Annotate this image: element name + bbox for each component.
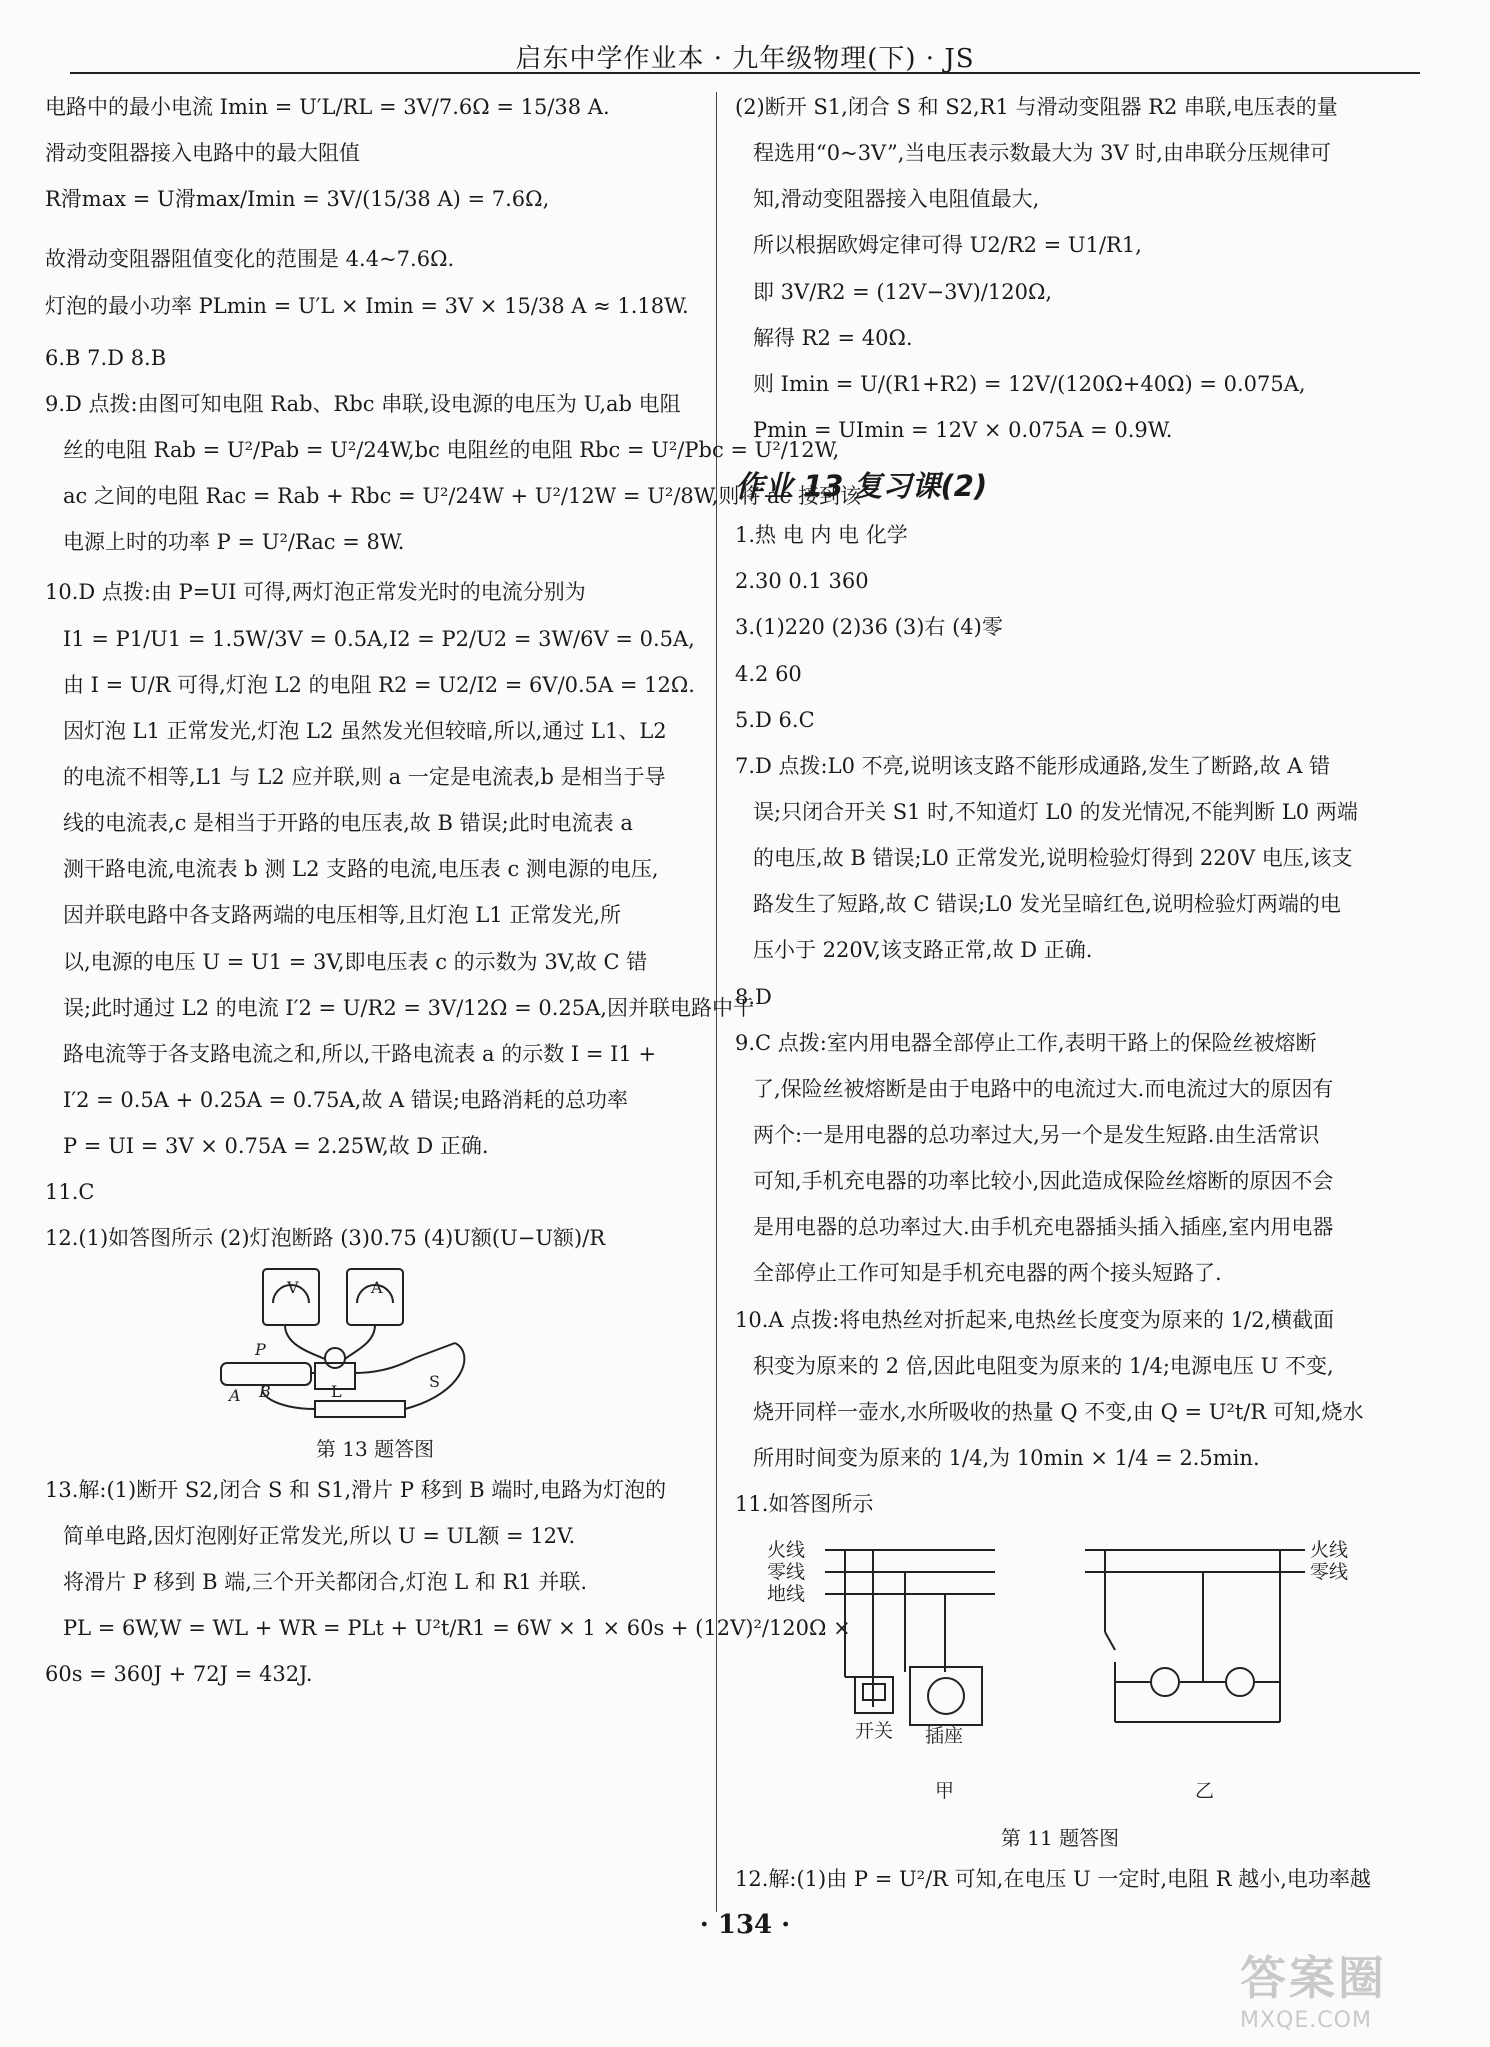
right-column	[735, 95, 1385, 1913]
text-line: 了,保险丝被熔断是由于电路中的电流过大.而电流过大的原因有	[753, 1076, 1334, 1101]
page-header	[70, 38, 1420, 74]
text-line: 因灯泡 L1 正常发光,灯泡 L2 虽然发光但较暗,所以,通过 L1、L2	[63, 718, 667, 743]
answer-line: 12.(1)如答图所示 (2)灯泡断路 (3)0.75 (4)U额(U−U额)/R	[45, 1226, 606, 1251]
answer-line: 5.D 6.C	[735, 707, 815, 732]
wiring-diagram	[755, 1522, 1375, 1812]
answer-line: 9.C 点拨:室内用电器全部停止工作,表明干路上的保险丝被熔断	[735, 1030, 1317, 1055]
text-line: 所用时间变为原来的 1/4,为 10min × 1/4 = 2.5min.	[753, 1445, 1260, 1470]
wiring-figure	[755, 1522, 1385, 1816]
label-ground: 地线	[767, 1583, 806, 1606]
figure-caption: 第 13 题答图	[315, 1436, 435, 1461]
label-l: L	[331, 1381, 342, 1401]
text-line: 因并联电路中各支路两端的电压相等,且灯泡 L1 正常发光,所	[63, 903, 622, 928]
text-line: 烧开同样一壶水,水所吸收的热量 Q 不变,由 Q = U²t/R 可知,烧水	[753, 1399, 1364, 1424]
lamp-icon	[1151, 1668, 1179, 1696]
answer-line: 2.30 0.1 360	[735, 569, 869, 594]
text-line: 由 I = U/R 可得,灯泡 L2 的电阻 R2 = U2/I2 = 6V/0.5A = 12Ω.	[63, 672, 695, 697]
text-line: PL = 6W,W = WL + WR = PLt + U²t/R1 = 6W × 1 × 60s + (12V)²/120Ω ×	[63, 1615, 851, 1640]
label-neutral: 零线	[767, 1561, 806, 1584]
label-live-r: 火线	[1310, 1539, 1349, 1562]
label-live: 火线	[767, 1539, 806, 1562]
text-line: 丝的电阻 Rab = U²/Pab = U²/24W,bc 电阻丝的电阻 Rbc = U²/Pbc = U²/12W,	[63, 437, 840, 462]
answer-line: 12.解:(1)由 P = U²/R 可知,在电压 U 一定时,电阻 R 越小,电功率越	[735, 1867, 1371, 1892]
text-line: Pmin = UImin = 12V × 0.075A = 0.9W.	[753, 417, 1173, 442]
text-line: 路发生了短路,故 C 错误;L0 发光呈暗红色,说明检验灯两端的电	[753, 892, 1341, 917]
section-title: 作业 13 复习课(2)	[735, 469, 988, 504]
text-line: 误;只闭合开关 S1 时,不知道灯 L0 的发光情况,不能判断 L0 两端	[753, 799, 1358, 824]
text-line: 则 Imin = U/(R1+R2) = 12V/(120Ω+40Ω) = 0.075A,	[753, 371, 1306, 396]
bulb-icon	[325, 1348, 345, 1368]
text-line: 的电流不相等,L1 与 L2 应并联,则 a 一定是电流表,b 是相当于导	[63, 764, 666, 789]
answer-line: 4.2 60	[735, 661, 802, 686]
switch-icon	[1105, 1632, 1115, 1650]
label-b: B	[259, 1381, 271, 1401]
watermark	[1240, 1942, 1470, 2037]
watermark-url: MXQE.COM	[1240, 2008, 1372, 2033]
circuit-diagram	[215, 1263, 515, 1423]
answer-line: 10.D 点拨:由 P=UI 可得,两灯泡正常发光时的电流分别为	[45, 580, 586, 605]
answer-line: 11.如答图所示	[735, 1492, 874, 1517]
text-line: 全部停止工作可知是手机充电器的两个接头短路了.	[753, 1261, 1222, 1286]
switch-icon	[415, 1343, 455, 1358]
text-line: I′2 = 0.5A + 0.25A = 0.75A,故 A 错误;电路消耗的总功率	[63, 1087, 628, 1112]
text-line: P = UI = 3V × 0.75A = 2.25W,故 D 正确.	[63, 1134, 489, 1159]
answer-line: 8.D	[735, 984, 772, 1009]
text-line: 路电流等于各支路电流之和,所以,干路电流表 a 的示数 I = I1 +	[63, 1041, 657, 1066]
text-line: 的电压,故 B 错误;L0 正常发光,说明检验灯得到 220V 电压,该支	[753, 846, 1353, 871]
text-line: 是用电器的总功率过大.由手机充电器插头插入插座,室内用电器	[753, 1215, 1334, 1240]
text-line: 电源上时的功率 P = U²/Rac = 8W.	[63, 530, 405, 555]
meter-a-label: A	[371, 1277, 383, 1297]
text-line: 两个:一是用电器的总功率过大,另一个是发生短路.由生活常识	[753, 1122, 1320, 1147]
text-line: 解得 R2 = 40Ω.	[753, 325, 913, 350]
text-line: 简单电路,因灯泡刚好正常发光,所以 U = UL额 = 12V.	[63, 1523, 576, 1548]
text-line: 灯泡的最小功率 PLmin = U′L × Imin = 3V × 15/38 A ≈ 1.18W.	[45, 293, 689, 318]
meter-v-label: V	[287, 1277, 299, 1297]
label-switch: 开关	[855, 1720, 894, 1743]
text-line: 程选用“0~3V”,当电压表示数最大为 3V 时,由串联分压规律可	[753, 141, 1331, 166]
text-line: 即 3V/R2 = (12V−3V)/120Ω,	[753, 279, 1053, 304]
text-line: 测干路电流,电流表 b 测 L2 支路的电流,电压表 c 测电源的电压,	[63, 857, 659, 882]
text-line: 可知,手机充电器的功率比较小,因此造成保险丝熔断的原因不会	[753, 1169, 1334, 1194]
page-number: · 134 ·	[699, 1910, 791, 1940]
label-neutral-r: 零线	[1310, 1561, 1349, 1584]
label-s: S	[429, 1371, 440, 1391]
answer-line: 6.B 7.D 8.B	[45, 345, 167, 370]
battery-icon	[315, 1401, 405, 1417]
watermark-logo: 答案圈	[1240, 1951, 1387, 2005]
text-line: 电路中的最小电流 Imin = U′L/RL = 3V/7.6Ω = 15/38 A.	[45, 95, 610, 119]
text-line: 以,电源的电压 U = U1 = 3V,即电压表 c 的示数为 3V,故 C 错	[63, 949, 648, 974]
answer-line: 11.C	[45, 1180, 95, 1205]
header-title: 启东中学作业本 · 九年级物理(下) · JS	[515, 44, 975, 74]
label-yi: 乙	[1195, 1780, 1215, 1803]
text-line: I1 = P1/U1 = 1.5W/3V = 0.5A,I2 = P2/U2 = 3W/6V = 0.5A,	[63, 626, 695, 651]
text-line: 积变为原来的 2 倍,因此电阻变为原来的 1/4;电源电压 U 不变,	[753, 1353, 1334, 1378]
label-p: P	[255, 1339, 266, 1359]
text-line: 线的电流表,c 是相当于开路的电压表,故 B 错误;此时电流表 a	[63, 811, 633, 836]
label-jia: 甲	[935, 1780, 955, 1803]
answer-line: 1.热 电 内 电 化学	[735, 523, 908, 548]
text-line: 故滑动变阻器阻值变化的范围是 4.4~7.6Ω.	[45, 247, 455, 272]
text-line: 误;此时通过 L2 的电流 I′2 = U/R2 = 3V/12Ω = 0.25A,因并联电路中干	[63, 995, 754, 1020]
text-line: 知,滑动变阻器接入电阻值最大,	[753, 187, 1040, 212]
text-line: 60s = 360J + 72J = 432J.	[45, 1662, 313, 1687]
answer-line: 3.(1)220 (2)36 (3)右 (4)零	[735, 615, 1003, 640]
socket-icon	[910, 1667, 982, 1725]
text-line: 压小于 220V,该支路正常,故 D 正确.	[753, 938, 1093, 963]
answer-line: 7.D 点拨:L0 不亮,说明该支路不能形成通路,发生了断路,故 A 错	[735, 753, 1331, 778]
answer-line: 13.解:(1)断开 S2,闭合 S 和 S1,滑片 P 移到 B 端时,电路为灯泡的	[45, 1477, 667, 1502]
circuit-figure	[215, 1263, 705, 1427]
lamp-icon	[1226, 1668, 1254, 1696]
text-line: 滑动变阻器接入电路中的最大阻值	[45, 141, 360, 166]
answer-line: 10.A 点拨:将电热丝对折起来,电热丝长度变为原来的 1/2,横截面	[735, 1307, 1335, 1332]
figure-caption: 第 11 题答图	[1000, 1826, 1120, 1851]
text-line: 所以根据欧姆定律可得 U2/R2 = U1/R1,	[753, 233, 1142, 258]
label-socket: 插座	[925, 1725, 964, 1748]
label-a: A	[229, 1385, 241, 1405]
answer-line: 9.D 点拨:由图可知电阻 Rab、Rbc 串联,设电源的电压为 U,ab 电阻	[45, 391, 681, 416]
text-line: (2)断开 S1,闭合 S 和 S2,R1 与滑动变阻器 R2 串联,电压表的量	[735, 95, 1338, 119]
text-line: ac 之间的电阻 Rac = Rab + Rbc = U²/24W + U²/12W = U²/8W,则将 ac 接到该	[63, 484, 861, 509]
text-line: 将滑片 P 移到 B 端,三个开关都闭合,灯泡 L 和 R1 并联.	[63, 1569, 588, 1594]
text-line: R滑max = U滑max/Imin = 3V/(15/38 A) = 7.6Ω,	[45, 187, 550, 212]
